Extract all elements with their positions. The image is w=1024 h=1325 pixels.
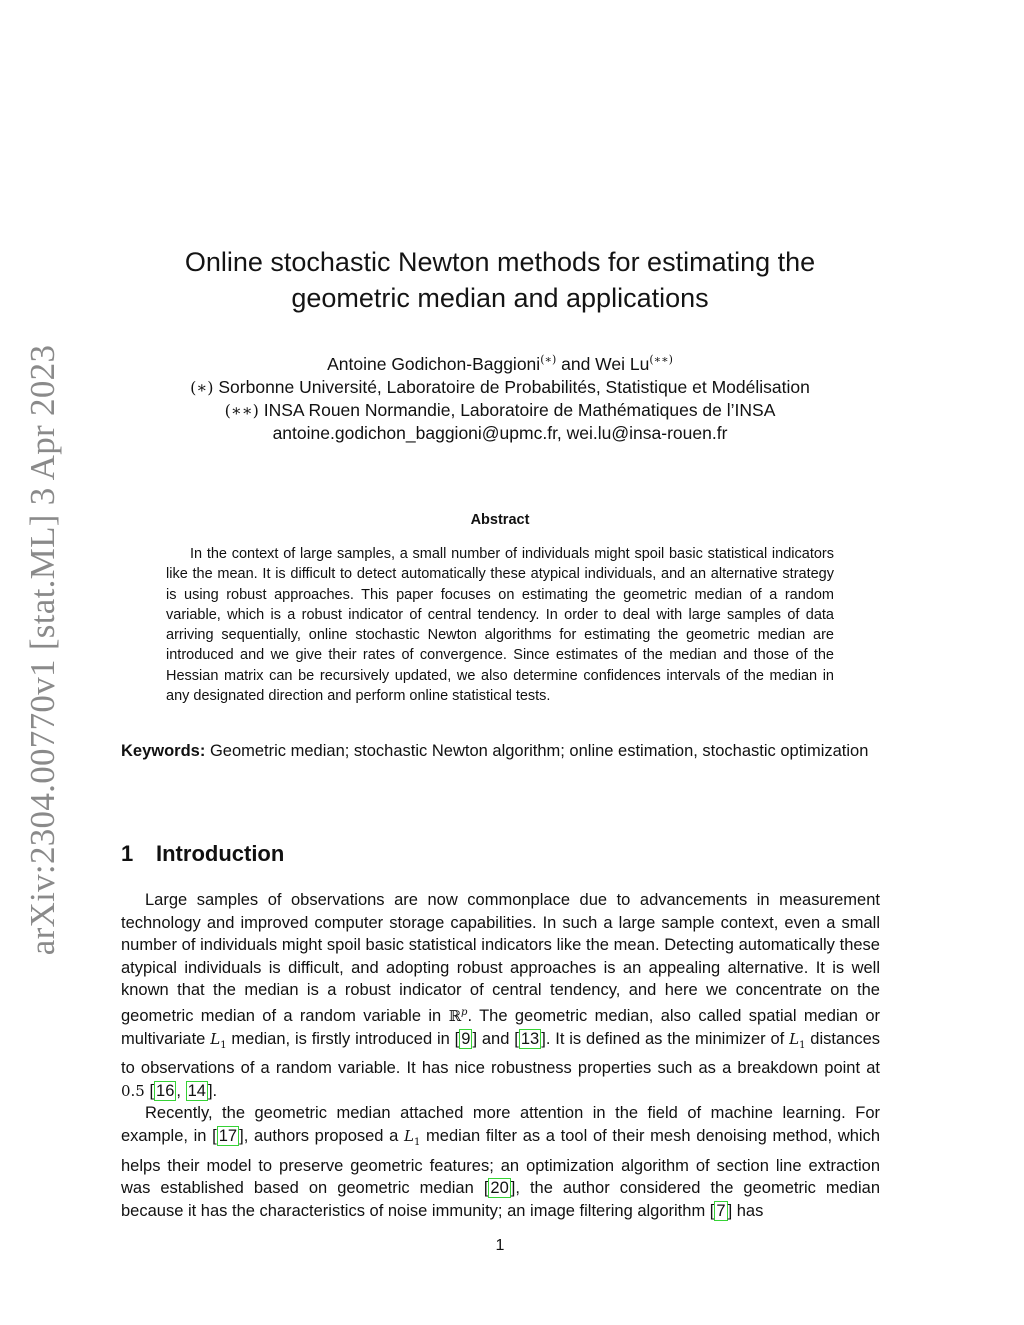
citation-7[interactable]: 7 bbox=[716, 1201, 726, 1220]
l1-symbol bbox=[404, 1126, 421, 1148]
l1-subscript: 1 bbox=[799, 1039, 806, 1051]
author-block bbox=[100, 348, 900, 445]
citation-9[interactable]: 9 bbox=[461, 1029, 471, 1048]
reals-symbol bbox=[449, 1007, 468, 1025]
l1-letter: L bbox=[789, 1029, 800, 1048]
author-1-mark: (∗) bbox=[540, 353, 557, 366]
author-emails: antoine.godichon_baggioni@upmc.fr, wei.lu@insa-rouen.fr bbox=[272, 423, 728, 443]
abstract-body bbox=[166, 544, 834, 706]
intro-p1-end: . bbox=[212, 1081, 218, 1100]
citation-20[interactable]: 20 bbox=[490, 1179, 509, 1198]
intro-p2-text-2: , authors proposed a bbox=[243, 1126, 405, 1145]
intro-paragraph-1: Large samples of observations are now commonplace due to advancements in measurement technology and improved computer storage capabilities. In such a large sample context, even a small number of individuals might spoil basic statistical indicators like the mean. Detecting automatically these atypical individuals is difficult, and adopting robust approaches is an appealing alternative. It is well known that the median is a robust indicator of central tendency, and here we concentrate on the geometric median of a random variable in ℝ$^p$. The geometric median, also called spatial median or multivariate $L_1$ median, is firstly introduced in [ 9 ] and [ 13 ]. It is defined as the minimizer of $L_1$ distances to observations of a random variable. It has nice robustness properties such as a breakdown point at 0.5 [ 16 , 14 ]. bbox=[121, 891, 881, 1100]
keywords-label: Keywords: bbox=[121, 742, 206, 760]
keywords bbox=[121, 740, 881, 763]
title-line-1: Online stochastic Newton methods for estimating the bbox=[184, 247, 816, 277]
l1-symbol bbox=[789, 1029, 806, 1051]
affiliation-2 bbox=[100, 399, 900, 422]
author-names bbox=[100, 348, 900, 376]
author-1-name: Antoine Godichon-Baggioni bbox=[327, 354, 541, 374]
l1-subscript: 1 bbox=[414, 1136, 421, 1148]
abstract-text: In the context of large samples, a small number of individuals might spoil basic statistical indicators like the mean. It is difficult to detect automatically these atypical individuals, and an alternative strategy is using robust approaches. This paper focuses on estimating the geometric median of a random variable, which is a robust indicator of central tendency. In order to deal with large samples of data arriving sequentially, online stochastic Newton algorithms for estimating the geometric median are introduced and we give their rates of convergence. Since estimates of the median and those of the Hessian matrix can be recursively updated, we also determine confidences intervals of the median in any designated direction and perform online statistical tests. bbox=[166, 546, 834, 705]
citation-17[interactable]: 17 bbox=[218, 1126, 238, 1145]
page-number: 1 bbox=[495, 1237, 505, 1254]
section-title: Introduction bbox=[156, 841, 285, 866]
affiliation-1 bbox=[100, 376, 900, 399]
paper-title bbox=[100, 244, 900, 316]
intro-p1-text-3: median, is firstly introduced in bbox=[226, 1029, 455, 1048]
intro-p1-text-4: . It is defined as the minimizer of bbox=[545, 1029, 790, 1048]
l1-subscript: 1 bbox=[220, 1039, 227, 1051]
keywords-text: Geometric median; stochastic Newton algorithm; online estimation, stochastic optimization bbox=[205, 742, 869, 760]
breakdown-value: 0.5 bbox=[121, 1081, 145, 1100]
l1-letter: L bbox=[404, 1126, 414, 1145]
affiliation-1-text: Sorbonne Université, Laboratoire de Probabilités, Statistique et Modélisation bbox=[213, 377, 810, 397]
section-number: 1 bbox=[121, 841, 134, 866]
l1-symbol bbox=[210, 1029, 227, 1051]
arxiv-stamp-text: arXiv:2304.00770v1 [stat.ML] 3 Apr 2023 bbox=[23, 344, 62, 956]
affiliation-1-mark: (∗) bbox=[190, 378, 214, 397]
intro-p1-and: and bbox=[477, 1029, 515, 1048]
citation-13[interactable]: 13 bbox=[520, 1029, 540, 1048]
author-2-mark: (∗∗) bbox=[649, 353, 673, 366]
intro-p2-text-3: median filter as a tool of their mesh denoising method, which helps their model to preserve geometric features; an optimization algorithm of section line extraction was established based on geometric median bbox=[121, 1126, 880, 1198]
intro-p2-text-4: , the author considered the geometric median because it has the characteristics of noise immunity; an image filtering algorithm bbox=[121, 1179, 880, 1220]
affiliation-2-text: INSA Rouen Normandie, Laboratoire de Mathématiques de l’INSA bbox=[258, 400, 776, 420]
intro-p1-text-2: . The geometric median, also called spatial median or multivariate bbox=[121, 1006, 880, 1048]
intro-paragraph-2: Recently, the geometric median attached more attention in the field of machine learning. For example, in [ 17 ], authors proposed a $L_1$ median filter as a tool of their mesh denoising method, which helps their model to preserve geometric features; an optimization algorithm of section line extraction was established based on geometric median [ 20 ], the author considered the geometric median because it has the characteristics of noise immunity; an image filtering algorithm [ 7 ] has bbox=[121, 1104, 880, 1220]
introduction-body bbox=[121, 889, 880, 1222]
l1-letter: L bbox=[210, 1029, 221, 1048]
reals-exponent: p bbox=[461, 1006, 468, 1018]
intro-p1-space bbox=[145, 1082, 150, 1100]
citation-separator: , bbox=[176, 1081, 186, 1100]
abstract-heading: Abstract bbox=[470, 512, 530, 528]
reals-letter: ℝ bbox=[448, 1006, 462, 1025]
section-heading bbox=[121, 841, 284, 867]
citation-14[interactable]: 14 bbox=[187, 1081, 206, 1100]
author-2-name: and Wei Lu bbox=[556, 354, 650, 374]
intro-p2-text-5: has bbox=[732, 1201, 764, 1220]
affiliation-2-mark: (∗∗) bbox=[224, 401, 259, 420]
intro-p1-text-1: Large samples of observations are now commonplace due to advancements in measurement technology and improved computer storage capabilities. In such a large sample context, even a small number of individuals might spoil basic statistical indicators like the mean. Detecting automatically these atypical individuals is difficult, and adopting robust approaches is an appealing alternative. It is well known that the median is a robust indicator of central tendency, and here we concentrate on the geometric median of a random variable in bbox=[121, 891, 880, 1025]
title-line-2: geometric median and applications bbox=[291, 283, 709, 313]
intro-p2-text-1: Recently, the geometric median attached more attention in the field of machine learning. For example, in bbox=[121, 1104, 880, 1145]
intro-p1-text-5: distances to observations of a random variable. It has nice robustness properties such as a breakdown point at bbox=[121, 1029, 881, 1078]
citation-16[interactable]: 16 bbox=[156, 1081, 175, 1100]
arxiv-stamp bbox=[22, 344, 64, 956]
